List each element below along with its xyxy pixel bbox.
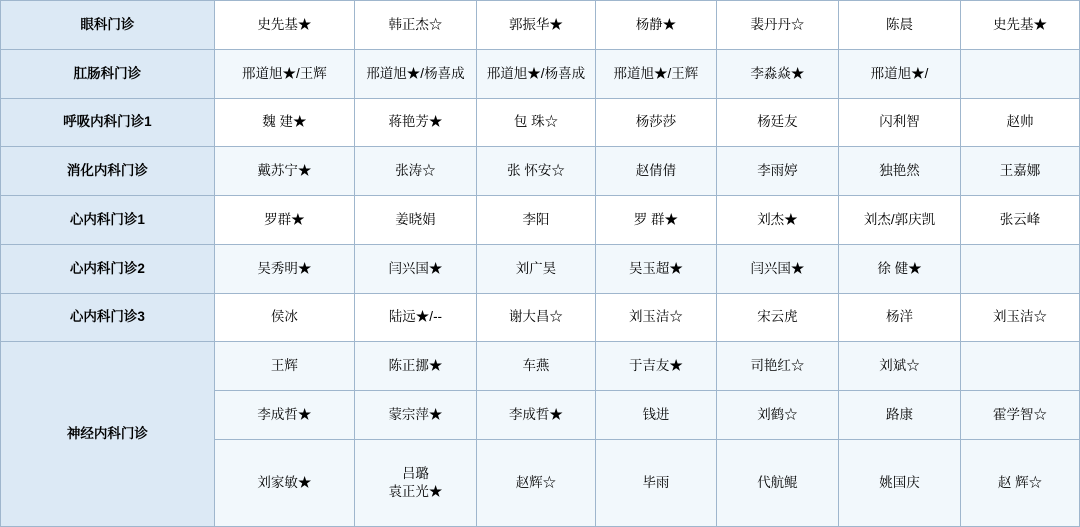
schedule-cell: 杨莎莎: [595, 98, 716, 147]
schedule-cell: 郭振华★: [476, 1, 595, 50]
department-label: 心内科门诊1: [1, 196, 215, 245]
schedule-cell: 钱进: [595, 391, 716, 440]
schedule-cell: [960, 49, 1079, 98]
schedule-cell: 蒙宗萍★: [354, 391, 476, 440]
schedule-cell: 李成哲★: [476, 391, 595, 440]
table-row: [1, 49, 1080, 98]
schedule-cell: 赵辉☆: [476, 439, 595, 526]
table-row: [1, 342, 1080, 391]
schedule-cell: 李成哲★: [214, 391, 354, 440]
schedule-cell: 刘斌☆: [838, 342, 960, 391]
schedule-cell: [960, 342, 1079, 391]
schedule-cell: 刘玉洁☆: [595, 293, 716, 342]
schedule-cell: 邢道旭★/王辉: [595, 49, 716, 98]
schedule-cell: 侯冰: [214, 293, 354, 342]
table-row: [1, 196, 1080, 245]
schedule-cell: 徐 健★: [838, 244, 960, 293]
schedule-cell: 邢道旭★/王辉: [214, 49, 354, 98]
schedule-cell: 刘玉洁☆: [960, 293, 1079, 342]
schedule-cell: 宋云虎: [716, 293, 838, 342]
schedule-cell: 包 珠☆: [476, 98, 595, 147]
schedule-cell: 李雨婷: [716, 147, 838, 196]
schedule-cell: 代航鲲: [716, 439, 838, 526]
schedule-cell: 史先基★: [214, 1, 354, 50]
schedule-cell: 吴玉超★: [595, 244, 716, 293]
schedule-cell: 史先基★: [960, 1, 1079, 50]
schedule-cell: 杨洋: [838, 293, 960, 342]
schedule-cell: 邢道旭★/杨喜成: [354, 49, 476, 98]
schedule-cell: 张云峰: [960, 196, 1079, 245]
schedule-cell: 李阳: [476, 196, 595, 245]
schedule-cell: 姜晓娟: [354, 196, 476, 245]
schedule-cell: 路康: [838, 391, 960, 440]
schedule-cell: 闫兴国★: [354, 244, 476, 293]
schedule-cell: 毕雨: [595, 439, 716, 526]
department-label: 眼科门诊: [1, 1, 215, 50]
table-row: [1, 244, 1080, 293]
department-label: 心内科门诊2: [1, 244, 215, 293]
schedule-cell: 邢道旭★/: [838, 49, 960, 98]
schedule-cell: 赵倩倩: [595, 147, 716, 196]
schedule-cell: 刘鹤☆: [716, 391, 838, 440]
table-row: [1, 293, 1080, 342]
schedule-cell: 司艳红☆: [716, 342, 838, 391]
schedule-cell: 于吉友★: [595, 342, 716, 391]
schedule-cell: 刘广昊: [476, 244, 595, 293]
schedule-cell: 陆远★/--: [354, 293, 476, 342]
schedule-cell: 杨廷友: [716, 98, 838, 147]
schedule-cell: 裴丹丹☆: [716, 1, 838, 50]
schedule-cell: [354, 439, 476, 526]
schedule-cell: 赵 辉☆: [960, 439, 1079, 526]
schedule-cell: 戴苏宁★: [214, 147, 354, 196]
schedule-cell: 闫兴国★: [716, 244, 838, 293]
schedule-cell: 姚国庆: [838, 439, 960, 526]
department-label: 肛肠科门诊: [1, 49, 215, 98]
schedule-cell: 罗 群★: [595, 196, 716, 245]
schedule-cell: 独艳然: [838, 147, 960, 196]
schedule-cell: 刘杰★: [716, 196, 838, 245]
schedule-cell: 刘杰/郭庆凯: [838, 196, 960, 245]
schedule-cell: 霍学智☆: [960, 391, 1079, 440]
schedule-cell: 闪利智: [838, 98, 960, 147]
table-row: [1, 147, 1080, 196]
schedule-cell: 张 怀安☆: [476, 147, 595, 196]
schedule-cell: 邢道旭★/杨喜成: [476, 49, 595, 98]
schedule-cell: 罗群★: [214, 196, 354, 245]
schedule-cell-line: 袁正光★: [388, 483, 443, 499]
schedule-cell: 杨静★: [595, 1, 716, 50]
schedule-cell: 赵帅: [960, 98, 1079, 147]
schedule-cell: 谢大昌☆: [476, 293, 595, 342]
table-row: [1, 98, 1080, 147]
department-label: 呼吸内科门诊1: [1, 98, 215, 147]
schedule-cell: 吴秀明★: [214, 244, 354, 293]
schedule-cell: [960, 244, 1079, 293]
schedule-cell: 刘家敏★: [214, 439, 354, 526]
department-label: 神经内科门诊: [1, 342, 215, 527]
department-label: 心内科门诊3: [1, 293, 215, 342]
table-row: [1, 1, 1080, 50]
table-body: [1, 1, 1080, 527]
schedule-cell: 张涛☆: [354, 147, 476, 196]
schedule-cell: 陈晨: [838, 1, 960, 50]
schedule-cell: 韩正杰☆: [354, 1, 476, 50]
schedule-cell: 李淼焱★: [716, 49, 838, 98]
schedule-cell: 王辉: [214, 342, 354, 391]
schedule-cell-line: 吕璐: [401, 465, 429, 481]
schedule-cell: 蒋艳芳★: [354, 98, 476, 147]
schedule-cell: 陈正挪★: [354, 342, 476, 391]
department-label: 消化内科门诊: [1, 147, 215, 196]
schedule-cell: 车燕: [476, 342, 595, 391]
schedule-cell: 魏 建★: [214, 98, 354, 147]
schedule-cell: 王嘉娜: [960, 147, 1079, 196]
